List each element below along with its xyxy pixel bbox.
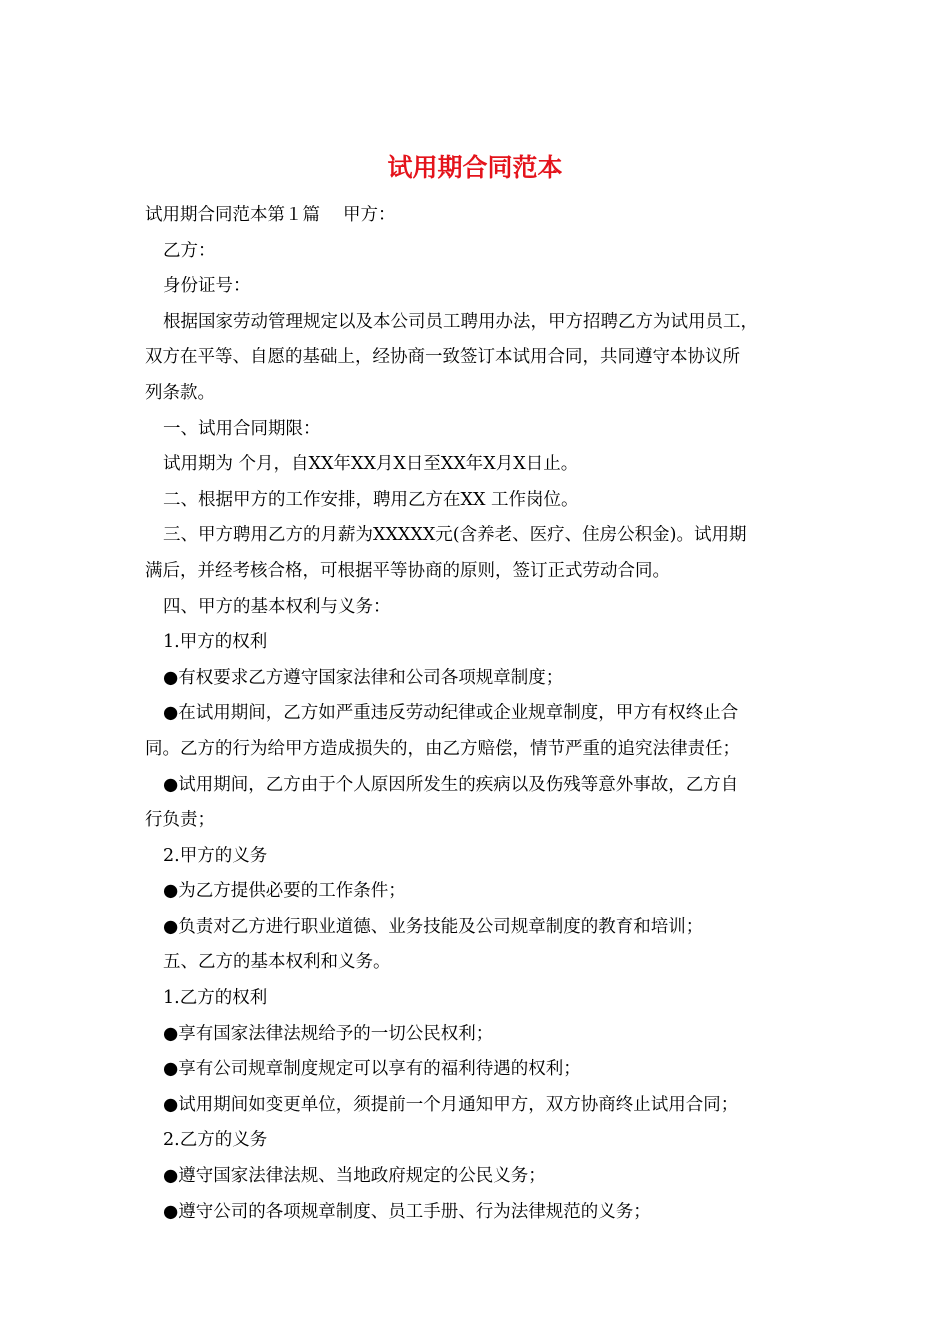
- document-line: 2.乙方的义务: [163, 1130, 268, 1151]
- document-title: 试用期合同范本: [387, 153, 563, 182]
- document-line: 行负责；: [145, 810, 215, 831]
- document-line: 试用期合同范本第１篇 甲方：: [145, 205, 396, 225]
- document-line: ●试用期间，乙方由于个人原因所发生的疾病以及伤残等意外事故，乙方自: [163, 774, 739, 795]
- document-line: 一、试用合同期限：: [163, 418, 321, 439]
- document-line: 列条款。: [145, 382, 215, 403]
- document-line: ●负责对乙方进行职业道德、业务技能及公司规章制度的教育和培训；: [163, 916, 704, 937]
- document-line: ●遵守国家法律法规、当地政府规定的公民义务；: [163, 1166, 546, 1187]
- document-line: ●享有公司规章制度规定可以享有的福利待遇的权利；: [163, 1059, 581, 1080]
- document-line: 同。乙方的行为给甲方造成损失的，由乙方赔偿，情节严重的追究法律责任；: [145, 738, 740, 759]
- document-line: 三、甲方聘用乙方的月薪为XXXXX元(含养老、医疗、住房公积金)。试用期: [163, 525, 747, 546]
- document-line: 试用期为 个月，自XX年XX月X日至XX年X月X日止。: [163, 454, 579, 475]
- document-line: ●享有国家法律法规给予的一切公民权利；: [163, 1023, 494, 1044]
- document-line: ●在试用期间，乙方如严重违反劳动纪律或企业规章制度，甲方有权终止合: [163, 703, 739, 724]
- document-line: 五、乙方的基本权利和义务。: [163, 952, 391, 973]
- document-line: 2.甲方的义务: [163, 845, 268, 866]
- document-line: 四、甲方的基本权利与义务：: [163, 596, 391, 617]
- document-line: 身份证号：: [163, 276, 251, 297]
- document-line: 满后，并经考核合格，可根据平等协商的原则，签订正式劳动合同。: [145, 560, 670, 581]
- document-body: [145, 198, 815, 1230]
- document-line: 1.甲方的权利: [163, 632, 268, 653]
- document-line: ●遵守公司的各项规章制度、员工手册、行为法律规范的义务；: [163, 1201, 651, 1222]
- document-line: ●为乙方提供必要的工作条件；: [163, 881, 406, 902]
- document-line: ●有权要求乙方遵守国家法律和公司各项规章制度；: [163, 667, 564, 688]
- document-line: 乙方：: [163, 240, 216, 261]
- document-line: 二、根据甲方的工作安排，聘用乙方在XX 工作岗位。: [163, 489, 579, 510]
- document-line: 1.乙方的权利: [163, 988, 268, 1009]
- document-line: 根据国家劳动管理规定以及本公司员工聘用办法，甲方招聘乙方为试用员工，: [163, 311, 758, 332]
- document-line: ●试用期间如变更单位，须提前一个月通知甲方，双方协商终止试用合同；: [163, 1094, 739, 1115]
- document-line: 双方在平等、自愿的基础上，经协商一致签订本试用合同，共同遵守本协议所: [145, 347, 740, 368]
